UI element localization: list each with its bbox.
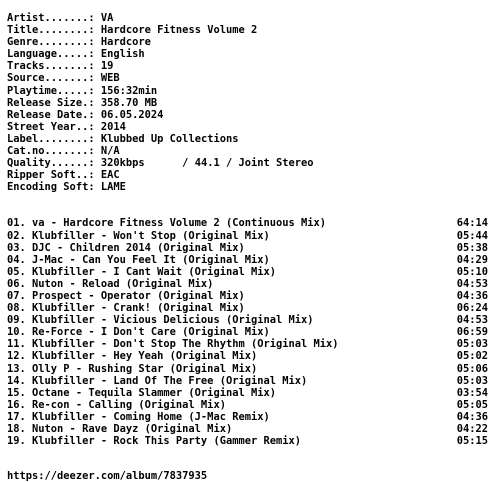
info-value: 320kbps / 44.1 / Joint Stereo bbox=[100, 157, 314, 170]
info-row bbox=[7, 12, 493, 24]
track-duration: 05:06 bbox=[456, 362, 488, 375]
track-title: 01. va - Hardcore Fitness Volume 2 (Continuous Mix) bbox=[7, 217, 327, 230]
track-row bbox=[7, 375, 493, 387]
info-label: Encoding Soft: bbox=[7, 181, 95, 194]
info-value: 2014 bbox=[100, 120, 126, 133]
info-label: Source.......: bbox=[7, 72, 95, 85]
info-row bbox=[7, 145, 493, 157]
info-value: WEB bbox=[100, 72, 120, 85]
track-duration: 06:24 bbox=[456, 302, 488, 315]
info-row bbox=[7, 72, 493, 84]
info-label: Tracks.......: bbox=[7, 60, 95, 73]
info-row bbox=[7, 60, 493, 72]
info-value: VA bbox=[100, 12, 114, 24]
track-row bbox=[7, 423, 493, 435]
info-value: 358.70 MB bbox=[100, 96, 158, 109]
info-label: Playtime.....: bbox=[7, 84, 95, 97]
track-title: 05. Klubfiller - I Cant Wait (Original Mix) bbox=[7, 265, 276, 278]
info-row bbox=[7, 97, 493, 109]
track-row bbox=[7, 411, 493, 423]
track-row bbox=[7, 387, 493, 399]
track-row bbox=[7, 326, 493, 338]
track-row bbox=[7, 350, 493, 362]
track-title: 02. Klubfiller - Won't Stop (Original Mix) bbox=[7, 229, 270, 242]
track-duration: 04:22 bbox=[456, 423, 488, 435]
track-row bbox=[7, 435, 493, 447]
track-duration: 06:59 bbox=[456, 326, 488, 339]
info-label: Ripper Soft..: bbox=[7, 169, 95, 182]
track-title: 13. Olly P - Rushing Star (Original Mix) bbox=[7, 362, 258, 375]
info-row bbox=[7, 36, 493, 48]
info-label: Cat.no.......: bbox=[7, 145, 95, 158]
info-label: Release Size.: bbox=[7, 96, 95, 109]
track-duration: 04:53 bbox=[456, 314, 488, 327]
info-value: Klubbed Up Collections bbox=[100, 132, 239, 145]
track-title: 09. Klubfiller - Vicious Delicious (Original Mix) bbox=[7, 314, 314, 327]
info-label: Artist.......: bbox=[7, 12, 95, 24]
info-label: Quality......: bbox=[7, 157, 95, 170]
track-duration: 04:53 bbox=[456, 277, 488, 290]
info-row bbox=[7, 48, 493, 60]
track-duration: 04:29 bbox=[456, 253, 488, 266]
track-row bbox=[7, 290, 493, 302]
info-value: Hardcore bbox=[100, 36, 151, 49]
info-label: Release Date.: bbox=[7, 108, 95, 121]
album-url: https://deezer.com/album/7837935 bbox=[7, 470, 208, 482]
track-duration: 05:44 bbox=[456, 229, 488, 242]
info-row bbox=[7, 133, 493, 145]
info-value: 06.05.2024 bbox=[100, 108, 164, 121]
track-title: 04. J-Mac - Can You Feel It (Original Mix) bbox=[7, 253, 270, 266]
track-duration: 05:10 bbox=[456, 265, 488, 278]
track-title: 08. Klubfiller - Crank! (Original Mix) bbox=[7, 302, 245, 315]
info-value: English bbox=[100, 48, 145, 61]
release-info-block bbox=[7, 12, 493, 193]
info-label: Street Year..: bbox=[7, 120, 95, 133]
track-row bbox=[7, 254, 493, 266]
info-row bbox=[7, 181, 493, 193]
info-row bbox=[7, 121, 493, 133]
info-row bbox=[7, 85, 493, 97]
track-row bbox=[7, 363, 493, 375]
track-title: 18. Nuton - Rave Dayz (Original Mix) bbox=[7, 423, 233, 435]
track-duration: 64:14 bbox=[456, 217, 488, 230]
track-duration: 05:03 bbox=[456, 374, 488, 387]
info-value: 19 bbox=[100, 60, 114, 73]
track-title: 15. Octane - Tequila Slammer (Original Mix) bbox=[7, 386, 276, 399]
info-value: EAC bbox=[100, 169, 120, 182]
info-value: 156:32min bbox=[100, 84, 158, 97]
track-duration: 05:38 bbox=[456, 241, 488, 254]
track-title: 12. Klubfiller - Hey Yeah (Original Mix) bbox=[7, 350, 258, 363]
track-title: 14. Klubfiller - Land Of The Free (Original Mix) bbox=[7, 374, 308, 387]
track-title: 07. Prospect - Operator (Original Mix) bbox=[7, 289, 245, 302]
track-duration: 05:02 bbox=[456, 350, 488, 363]
track-duration: 03:54 bbox=[456, 386, 488, 399]
track-title: 17. Klubfiller - Coming Home (J-Mac Remix) bbox=[7, 410, 270, 423]
track-title: 11. Klubfiller - Don't Stop The Rhythm (Original Mix) bbox=[7, 338, 339, 351]
info-row bbox=[7, 109, 493, 121]
track-row bbox=[7, 314, 493, 326]
track-title: 16. Re-con - Calling (Original Mix) bbox=[7, 398, 226, 411]
spacer bbox=[7, 193, 493, 217]
info-label: Label........: bbox=[7, 132, 95, 145]
track-row bbox=[7, 338, 493, 350]
track-row bbox=[7, 242, 493, 254]
info-value: N/A bbox=[100, 145, 120, 158]
info-row bbox=[7, 157, 493, 169]
track-title: 03. DJC - Children 2014 (Original Mix) bbox=[7, 241, 245, 254]
track-row bbox=[7, 230, 493, 242]
track-row bbox=[7, 278, 493, 290]
track-row bbox=[7, 302, 493, 314]
track-duration: 05:15 bbox=[456, 435, 488, 448]
track-title: 06. Nuton - Reload (Original Mix) bbox=[7, 277, 214, 290]
track-row bbox=[7, 266, 493, 278]
track-row bbox=[7, 217, 493, 229]
info-row bbox=[7, 24, 493, 36]
track-title: 19. Klubfiller - Rock This Party (Gammer Remix) bbox=[7, 435, 302, 448]
info-value: Hardcore Fitness Volume 2 bbox=[100, 24, 258, 37]
spacer bbox=[7, 447, 493, 470]
info-label: Title........: bbox=[7, 24, 95, 37]
track-duration: 04:36 bbox=[456, 410, 488, 423]
info-value: LAME bbox=[100, 181, 126, 194]
track-title: 10. Re-Force - I Don't Care (Original Mix) bbox=[7, 326, 270, 339]
release-info-document bbox=[7, 12, 493, 482]
info-row bbox=[7, 169, 493, 181]
info-label: Language.....: bbox=[7, 48, 95, 61]
track-duration: 05:05 bbox=[456, 398, 488, 411]
track-row bbox=[7, 399, 493, 411]
track-duration: 05:03 bbox=[456, 338, 488, 351]
info-label: Genre........: bbox=[7, 36, 95, 49]
tracklist bbox=[7, 217, 493, 447]
track-duration: 04:36 bbox=[456, 289, 488, 302]
